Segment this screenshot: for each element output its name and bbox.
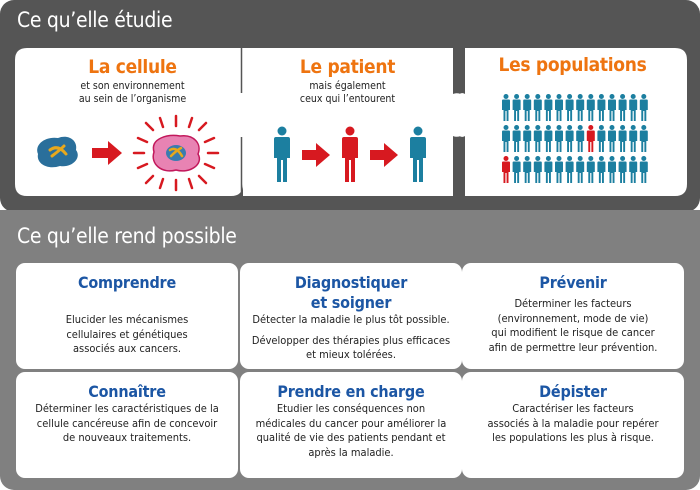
box-body	[22, 313, 232, 357]
person-icon	[640, 94, 648, 121]
person-icon	[629, 94, 637, 121]
person-icon	[555, 94, 563, 121]
panel-title-cell: La cellule	[88, 56, 177, 78]
person-icon	[608, 156, 616, 183]
person-icon	[534, 94, 542, 121]
person-icon	[566, 156, 574, 183]
person-icon	[566, 125, 574, 152]
person-icon	[555, 156, 563, 183]
panel-cell	[40, 56, 225, 106]
arrow-right-icon	[92, 141, 122, 165]
box-title: Dépister	[539, 382, 607, 401]
population-illustration	[502, 94, 652, 188]
box-comprendre	[16, 263, 238, 369]
box-title: Prévenir	[539, 273, 607, 292]
panel-title-patient: Le patient	[299, 56, 396, 78]
arrow-right-icon	[302, 143, 330, 167]
person-icon	[576, 94, 584, 121]
patient-illustration	[268, 124, 448, 190]
person-icon	[274, 127, 290, 183]
person-icon	[555, 125, 563, 152]
box-title: Diagnostiquer et soigner	[294, 273, 408, 312]
person-icon	[544, 156, 552, 183]
person-icon	[608, 94, 616, 121]
person-icon	[523, 156, 531, 183]
person-icon	[640, 156, 648, 183]
person-icon	[513, 94, 521, 121]
box-title: Prendre en charge	[277, 382, 425, 401]
section-title-enables: Ce qu’elle rend possible	[17, 224, 237, 248]
person-icon	[576, 156, 584, 183]
box-paragraph: Caractériser les facteurs associés à la maladie pour repérer les populations les plus à risque.	[487, 402, 659, 444]
box-title: Connaître	[88, 382, 166, 401]
box-paragraph: Elucider les mécanismes cellulaires et génétiques associés aux cancers.	[65, 313, 189, 355]
box-paragraph: Déterminer les facteurs (environnement, mode de vie) qui modifient le risque de cancer afin de permettre leur prévention.	[488, 297, 658, 354]
box-paragraph: Etudier les conséquences non médicales du cancer pour améliorer la qualité de vie des patients pendant et après la maladie.	[255, 402, 447, 459]
panel-patient	[250, 56, 445, 106]
person-icon	[523, 94, 531, 121]
sick-person-icon	[502, 156, 510, 183]
person-icon	[597, 156, 605, 183]
sick-person-icon	[342, 127, 358, 183]
person-icon	[502, 94, 510, 121]
box-body	[468, 297, 678, 355]
panel-subtitle-patient: mais également ceux qui l’entourent	[299, 80, 396, 105]
person-icon	[640, 125, 648, 152]
box-prendre-en-charge	[240, 372, 462, 478]
person-icon	[566, 94, 574, 121]
person-icon	[587, 94, 595, 121]
person-icon	[619, 156, 627, 183]
box-body	[246, 313, 456, 363]
person-icon	[576, 125, 584, 152]
person-icon	[410, 127, 426, 183]
box-body	[22, 402, 232, 446]
section-title-studies: Ce qu’elle étudie	[17, 8, 173, 32]
studies-section	[0, 0, 700, 212]
person-icon	[523, 125, 531, 152]
panel-populations	[470, 54, 675, 76]
person-icon	[534, 125, 542, 152]
person-icon	[608, 125, 616, 152]
person-icon	[513, 125, 521, 152]
panel-title-populations: Les populations	[498, 54, 647, 76]
sick-person-icon	[587, 125, 595, 152]
person-icon	[597, 125, 605, 152]
person-icon	[619, 94, 627, 121]
person-icon	[534, 156, 542, 183]
box-paragraph: Déterminer les caractéristiques de la cellule cancéreuse afin de concevoir de nouveaux traitements.	[35, 402, 219, 444]
cell-illustration	[30, 110, 230, 196]
box-body	[246, 402, 456, 460]
person-icon	[587, 156, 595, 183]
box-depister	[462, 372, 684, 478]
box-paragraph: Détecter la maladie le plus tôt possible.	[252, 313, 450, 326]
person-icon	[629, 156, 637, 183]
box-paragraph: Développer des thérapies plus efficaces et mieux tolérées.	[251, 333, 451, 361]
panel-subtitle-cell: et son environnement au sein de l’organisme	[78, 80, 187, 105]
box-connaitre	[16, 372, 238, 478]
arrow-right-icon	[370, 143, 398, 167]
person-icon	[629, 125, 637, 152]
person-icon	[619, 125, 627, 152]
person-icon	[513, 156, 521, 183]
box-prevenir	[462, 263, 684, 369]
person-icon	[544, 125, 552, 152]
person-icon	[502, 125, 510, 152]
box-diagnostiquer	[240, 263, 462, 369]
person-icon	[597, 94, 605, 121]
box-body	[468, 402, 678, 446]
person-icon	[544, 94, 552, 121]
box-title: Comprendre	[77, 273, 177, 292]
